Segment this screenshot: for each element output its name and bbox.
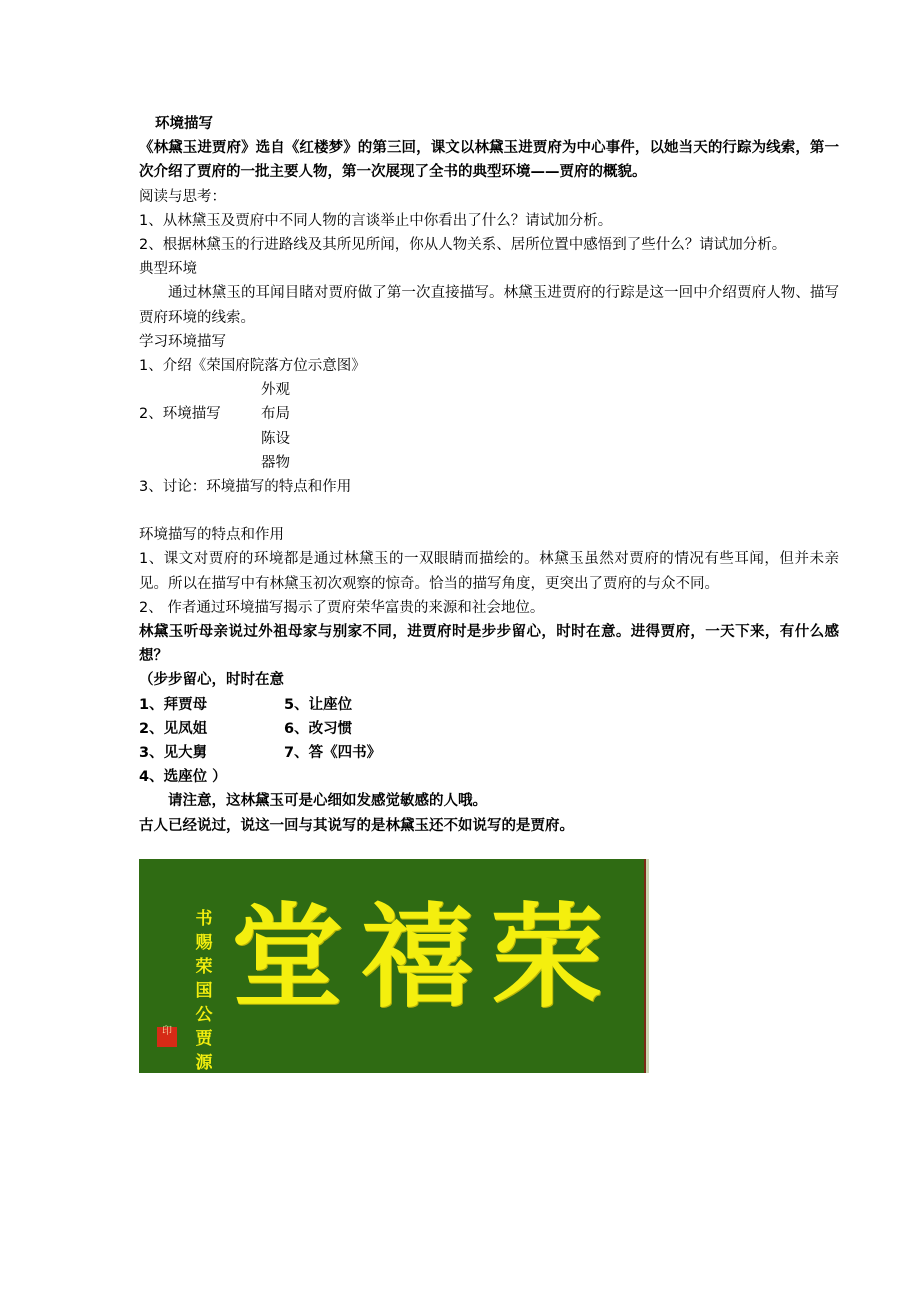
steps-open: （步步留心，时时在意 xyxy=(139,672,284,689)
features-title: 环境描写的特点和作用 xyxy=(139,527,284,544)
note-line: 请注意，这林黛玉可是心细如发感觉敏感的人哦。 xyxy=(168,793,487,810)
study-title: 学习环境描写 xyxy=(139,333,226,350)
study-sub-layout: 布局 xyxy=(261,406,290,423)
conclusion-line: 古人已经说过，说这一回与其说写的是林黛玉还不如说写的是贾府。 xyxy=(139,817,574,834)
plaque-inscription: 书赐荣国公贾源 xyxy=(195,909,213,1073)
study-item-1: 1、介绍《荣国府院落方位示意图》 xyxy=(139,357,366,374)
steps-last: 4、选座位 ） xyxy=(139,769,227,786)
seal-stamp: 印 xyxy=(157,1027,177,1047)
reading-title: 阅读与思考： xyxy=(139,188,226,205)
study-item-2: 2、环境描写 xyxy=(139,406,221,423)
plaque-edge xyxy=(644,859,646,1073)
features-paragraph-1: 1、课文对贾府的环境都是通过林黛玉的一双眼睛而描绘的。林黛玉虽然对贾府的情况有些耳闻，但并未亲见。所以在描写中有林黛玉初次观察的惊奇。恰当的描写角度，更突出了贾府的与众不同。 xyxy=(139,551,839,592)
study-sub-utensils: 器物 xyxy=(261,454,290,471)
plaque-char-tang: 堂 xyxy=(231,892,343,1023)
step-item: 2、见凤姐 xyxy=(139,720,208,737)
blank-line xyxy=(139,499,839,523)
typical-title: 典型环境 xyxy=(139,261,197,278)
step-item: 7、答《四书》 xyxy=(284,745,382,762)
steps-row-1 xyxy=(139,693,839,717)
study-sub-appearance: 外观 xyxy=(261,382,290,399)
steps-row-2 xyxy=(139,717,839,741)
step-item: 6、改习惯 xyxy=(284,720,353,737)
reading-question-2: 2、根据林黛玉的行进路线及其所见所闻，你从人物关系、居所位置中感悟到了些什么？请试加分析。 xyxy=(139,236,787,253)
step-item: 1、拜贾母 xyxy=(139,696,208,713)
study-item-3: 3、讨论：环境描写的特点和作用 xyxy=(139,478,352,495)
reading-question-1: 1、从林黛玉及贾府中不同人物的言谈举止中你看出了什么？请试加分析。 xyxy=(139,212,613,229)
step-item: 3、见大舅 xyxy=(139,745,208,762)
plaque-char-xi: 禧 xyxy=(361,892,473,1023)
document-body xyxy=(139,112,839,838)
plaque-char-rong: 荣 xyxy=(491,892,603,1023)
study-item-2-row xyxy=(139,402,839,426)
step-item: 5、让座位 xyxy=(284,696,353,713)
typical-body: 通过林黛玉的耳闻目睹对贾府做了第一次直接描写。林黛玉进贾府的行踪是这一回中介绍贾府人物、描写贾府环境的线索。 xyxy=(139,285,839,326)
features-paragraph-2: 2、 作者通过环境描写揭示了贾府荣华富贵的来源和社会地位。 xyxy=(139,599,545,616)
study-sub-furnishing: 陈设 xyxy=(261,430,290,447)
question-paragraph: 林黛玉听母亲说过外祖母家与别家不同，进贾府时是步步留心，时时在意。进得贾府，一天下来，有什么感想？ xyxy=(139,624,839,665)
steps-row-3 xyxy=(139,741,839,765)
intro-paragraph: 《林黛玉进贾府》选自《红楼梦》的第三回，课文以林黛玉进贾府为中心事件，以她当天的行踪为线索，第一次介绍了贾府的一批主要人物，第一次展现了全书的典型环境——贾府的概貌。 xyxy=(139,140,839,181)
section-heading: 环境描写 xyxy=(155,116,213,132)
plaque-image xyxy=(139,859,649,1073)
